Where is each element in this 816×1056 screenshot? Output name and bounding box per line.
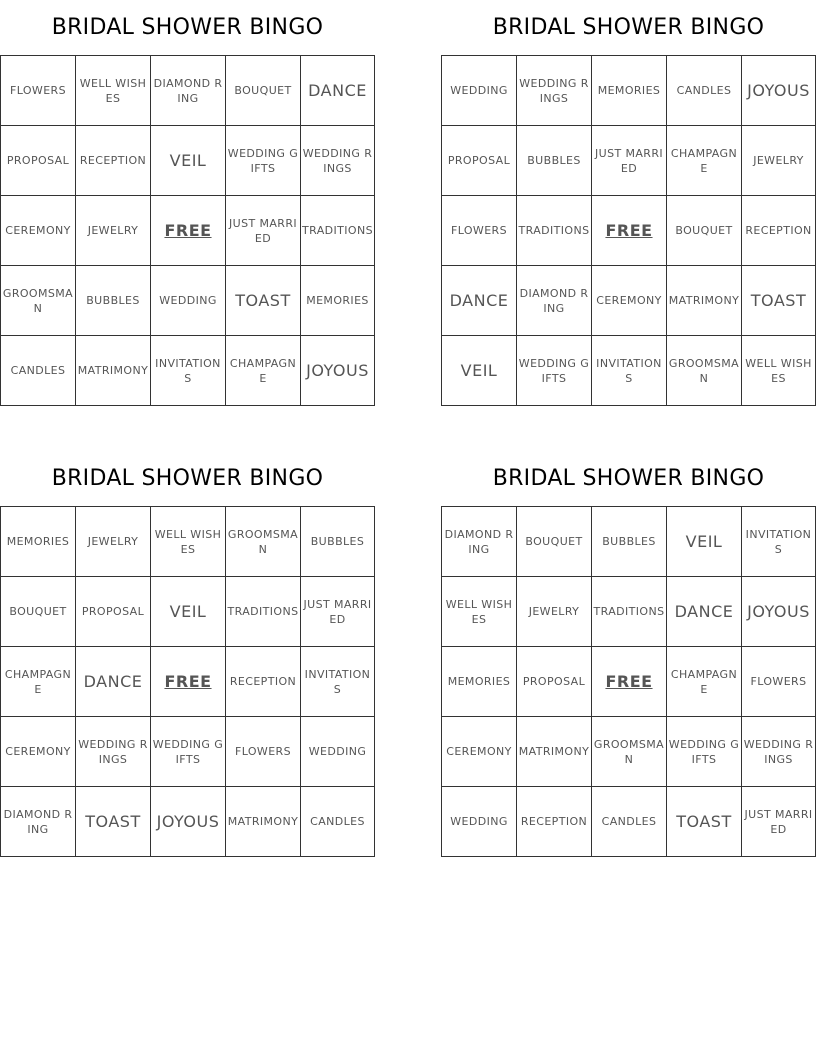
bingo-cell: WEDDING (301, 717, 375, 787)
bingo-cell: CANDLES (1, 336, 76, 406)
bingo-grid (441, 55, 816, 406)
bingo-cell: WEDDING GIFTS (517, 336, 592, 406)
bingo-cell: TRADITIONS (592, 577, 667, 647)
bingo-cell: GROOMSMAN (226, 507, 301, 577)
bingo-cell: WEDDING RINGS (517, 56, 592, 126)
bingo-cell: JEWELRY (742, 126, 816, 196)
card-title: BRIDAL SHOWER BINGO (51, 15, 324, 40)
bingo-card-1 (0, 0, 375, 406)
free-space: FREE (151, 647, 226, 717)
bingo-cell: WELL WISHES (742, 336, 816, 406)
bingo-cell: FLOWERS (1, 56, 76, 126)
bingo-cell: CANDLES (301, 787, 375, 857)
bingo-cell: RECEPTION (517, 787, 592, 857)
bingo-cell: CANDLES (592, 787, 667, 857)
bingo-cell: RECEPTION (742, 196, 816, 266)
bingo-cell: TRADITIONS (301, 196, 375, 266)
bingo-cell: JEWELRY (76, 196, 151, 266)
bingo-cell: JOYOUS (742, 577, 816, 647)
bingo-cell: TOAST (667, 787, 742, 857)
bingo-cell: INVITATIONS (742, 507, 816, 577)
bingo-cell: TRADITIONS (517, 196, 592, 266)
bingo-cell: CHAMPAGNE (667, 126, 742, 196)
free-space: FREE (151, 196, 226, 266)
bingo-cell: WELL WISHES (442, 577, 517, 647)
card-title: BRIDAL SHOWER BINGO (51, 466, 324, 491)
bingo-cell: BUBBLES (517, 126, 592, 196)
bingo-cell: DIAMOND RING (151, 56, 226, 126)
bingo-cell: PROPOSAL (442, 126, 517, 196)
bingo-grid (441, 506, 816, 857)
bingo-cell: DIAMOND RING (442, 507, 517, 577)
bingo-cell: CEREMONY (1, 196, 76, 266)
bingo-cell: JEWELRY (76, 507, 151, 577)
bingo-cell: VEIL (667, 507, 742, 577)
bingo-cell: PROPOSAL (1, 126, 76, 196)
bingo-cell: JUST MARRIED (742, 787, 816, 857)
bingo-cell: TOAST (226, 266, 301, 336)
bingo-cell: INVITATIONS (592, 336, 667, 406)
bingo-cell: INVITATIONS (301, 647, 375, 717)
bingo-cell: BUBBLES (592, 507, 667, 577)
bingo-cell: JEWELRY (517, 577, 592, 647)
bingo-cell: WEDDING (442, 56, 517, 126)
bingo-cell: WEDDING RINGS (301, 126, 375, 196)
bingo-cell: MATRIMONY (667, 266, 742, 336)
bingo-cell: CEREMONY (1, 717, 76, 787)
card-title: BRIDAL SHOWER BINGO (492, 466, 765, 491)
free-space: FREE (592, 196, 667, 266)
bingo-cell: WELL WISHES (151, 507, 226, 577)
bingo-cell: WEDDING GIFTS (226, 126, 301, 196)
bingo-cell: JUST MARRIED (226, 196, 301, 266)
bingo-cell: VEIL (442, 336, 517, 406)
bingo-cell: JUST MARRIED (301, 577, 375, 647)
bingo-cell: DANCE (667, 577, 742, 647)
bingo-cell: DANCE (76, 647, 151, 717)
bingo-cell: WEDDING (442, 787, 517, 857)
bingo-cell: MATRIMONY (517, 717, 592, 787)
bingo-cell: MEMORIES (301, 266, 375, 336)
bingo-cell: TRADITIONS (226, 577, 301, 647)
bingo-cell: FLOWERS (442, 196, 517, 266)
bingo-cell: MATRIMONY (226, 787, 301, 857)
bingo-cell: MEMORIES (442, 647, 517, 717)
bingo-cell: WEDDING RINGS (76, 717, 151, 787)
bingo-cell: CHAMPAGNE (667, 647, 742, 717)
bingo-cell: BUBBLES (76, 266, 151, 336)
bingo-cell: WEDDING GIFTS (151, 717, 226, 787)
bingo-cell: DANCE (442, 266, 517, 336)
bingo-cell: MATRIMONY (76, 336, 151, 406)
bingo-cell: WEDDING (151, 266, 226, 336)
bingo-cell: GROOMSMAN (1, 266, 76, 336)
bingo-cell: DANCE (301, 56, 375, 126)
bingo-cell: INVITATIONS (151, 336, 226, 406)
bingo-cell: PROPOSAL (76, 577, 151, 647)
bingo-cell: PROPOSAL (517, 647, 592, 717)
bingo-cell: TOAST (76, 787, 151, 857)
bingo-cell: CEREMONY (592, 266, 667, 336)
bingo-cell: WELL WISHES (76, 56, 151, 126)
bingo-cell: CEREMONY (442, 717, 517, 787)
bingo-cell: TOAST (742, 266, 816, 336)
bingo-card-4 (441, 451, 816, 857)
bingo-grid (0, 55, 375, 406)
bingo-cell: MEMORIES (592, 56, 667, 126)
bingo-card-3 (0, 451, 375, 857)
bingo-cell: BOUQUET (517, 507, 592, 577)
bingo-cell: JOYOUS (151, 787, 226, 857)
bingo-cell: GROOMSMAN (667, 336, 742, 406)
bingo-cell: RECEPTION (226, 647, 301, 717)
bingo-cell: DIAMOND RING (517, 266, 592, 336)
bingo-cell: JOYOUS (301, 336, 375, 406)
bingo-cell: VEIL (151, 126, 226, 196)
bingo-cell: MEMORIES (1, 507, 76, 577)
bingo-cell: WEDDING RINGS (742, 717, 816, 787)
bingo-cell: WEDDING GIFTS (667, 717, 742, 787)
bingo-cell: FLOWERS (226, 717, 301, 787)
bingo-card-2 (441, 0, 816, 406)
free-space: FREE (592, 647, 667, 717)
bingo-grid (0, 506, 375, 857)
bingo-cell: VEIL (151, 577, 226, 647)
bingo-cell: BOUQUET (226, 56, 301, 126)
bingo-cell: BOUQUET (1, 577, 76, 647)
bingo-cell: JUST MARRIED (592, 126, 667, 196)
bingo-cell: GROOMSMAN (592, 717, 667, 787)
bingo-cell: CHAMPAGNE (1, 647, 76, 717)
bingo-cell: JOYOUS (742, 56, 816, 126)
bingo-cell: CHAMPAGNE (226, 336, 301, 406)
bingo-cell: FLOWERS (742, 647, 816, 717)
card-title: BRIDAL SHOWER BINGO (492, 15, 765, 40)
bingo-cell: BUBBLES (301, 507, 375, 577)
bingo-cell: DIAMOND RING (1, 787, 76, 857)
bingo-cell: CANDLES (667, 56, 742, 126)
bingo-cell: RECEPTION (76, 126, 151, 196)
bingo-cell: BOUQUET (667, 196, 742, 266)
